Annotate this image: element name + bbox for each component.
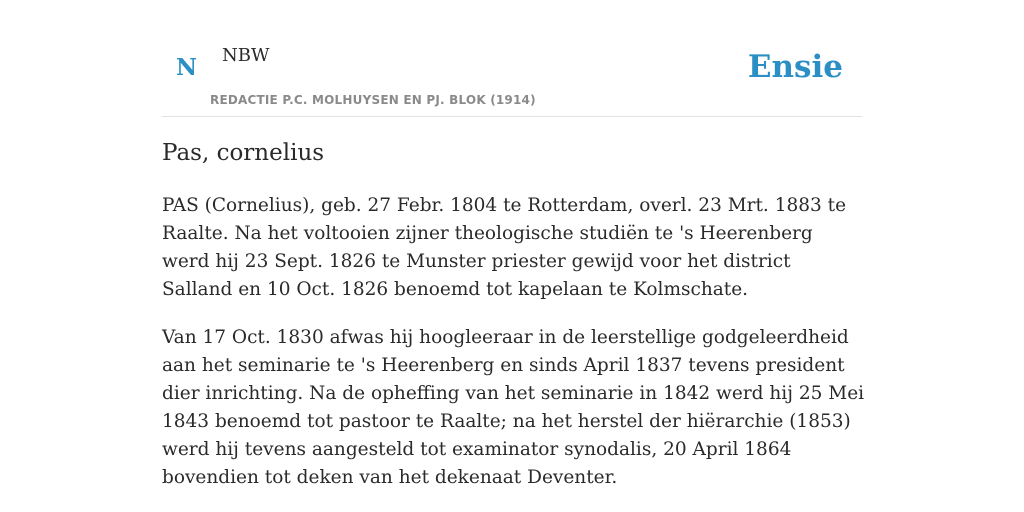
ensie-brand-logo[interactable]: Ensie (747, 49, 843, 85)
entry-paragraph: Van 17 Oct. 1830 afwas hij hoogleeraar in de leerstellige godgeleerdheid aan het seminarie te 's Heerenberg en sinds April 1837 tevens president dier inrichting. Na de opheffing van het seminarie in 1842 werd hij 25 Mei 1843 benoemd tot pastoor te Raalte; na het herstel der hiërarchie (1853) werd hij tevens aangesteld tot examinator synodalis, 20 April 1864 bovendien tot deken van het dekenaat Deventer. (162, 327, 865, 488)
entry-title: Pas, cornelius (162, 140, 325, 166)
source-logo[interactable]: N (176, 54, 198, 81)
entry-paragraph: PAS (Cornelius), geb. 27 Febr. 1804 te Rotterdam, overl. 23 Mrt. 1883 te Raalte. Na het voltooien zijner theologische studiën te 's Heerenberg werd hij 23 Sept. 1826 te Munster priester gewijd voor het district Salland en 10 Oct. 1826 benoemd tot kapelaan te Kolmschate. (162, 195, 847, 300)
source-header (162, 0, 862, 117)
source-title[interactable]: NBW (222, 45, 270, 66)
entry-body (162, 192, 866, 512)
source-subtitle: REDACTIE P.C. MOLHUYSEN EN PJ. BLOK (1914) (210, 93, 536, 107)
